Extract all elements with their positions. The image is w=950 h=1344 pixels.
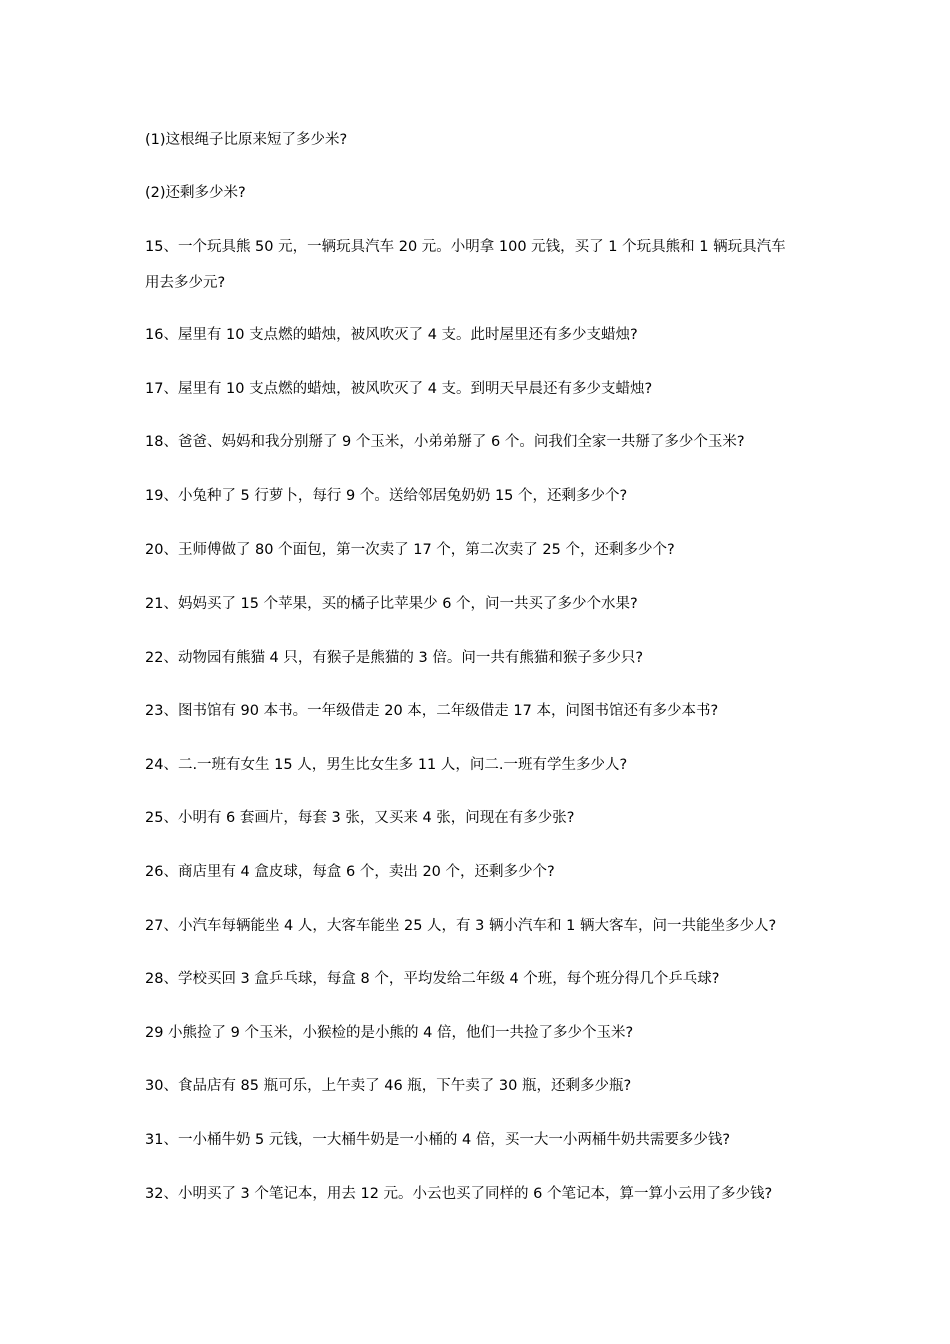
question-line: (2)还剩多少米? — [145, 185, 246, 201]
question-line: (1)这根绳子比原来短了多少米? — [145, 132, 348, 148]
question-line: 25、小明有 6 套画片，每套 3 张，又买来 4 张，问现在有多少张? — [145, 810, 575, 826]
question-line: 22、动物园有熊猫 4 只，有猴子是熊猫的 3 倍。问一共有熊猫和猴子多少只? — [145, 650, 644, 666]
question-line: 23、图书馆有 90 本书。一年级借走 20 本，二年级借走 17 本，问图书馆还有多少本书? — [145, 703, 719, 719]
question-line: 31、一小桶牛奶 5 元钱，一大桶牛奶是一小桶的 4 倍，买一大一小两桶牛奶共需要多少钱? — [145, 1132, 731, 1148]
question-line: 18、爸爸、妈妈和我分别掰了 9 个玉米，小弟弟掰了 6 个。问我们全家一共掰了多少个玉米? — [145, 434, 745, 450]
question-line: 30、食品店有 85 瓶可乐，上午卖了 46 瓶，下午卖了 30 瓶，还剩多少瓶? — [145, 1078, 632, 1094]
question-line: 21、妈妈买了 15 个苹果，买的橘子比苹果少 6 个，问一共买了多少个水果? — [145, 596, 638, 612]
question-line: 19、小兔种了 5 行萝卜，每行 9 个。送给邻居兔奶奶 15 个，还剩多少个? — [145, 488, 628, 504]
question-line: 用去多少元? — [145, 275, 226, 291]
question-line: 32、小明买了 3 个笔记本，用去 12 元。小云也买了同样的 6 个笔记本，算一算小云用了多少钱? — [145, 1186, 773, 1202]
question-line: 24、二.一班有女生 15 人，男生比女生多 11 人，问二.一班有学生多少人? — [145, 757, 628, 773]
question-line: 15、一个玩具熊 50 元，一辆玩具汽车 20 元。小明拿 100 元钱，买了 1 个玩具熊和 1 辆玩具汽车 — [145, 239, 786, 255]
question-line: 16、屋里有 10 支点燃的蜡烛，被风吹灭了 4 支。此时屋里还有多少支蜡烛? — [145, 327, 638, 343]
question-line: 20、王师傅做了 80 个面包，第一次卖了 17 个，第二次卖了 25 个，还剩多少个? — [145, 542, 675, 558]
question-line: 28、学校买回 3 盒乒乓球，每盒 8 个，平均发给二年级 4 个班，每个班分得几个乒乓球? — [145, 971, 720, 987]
question-line: 26、商店里有 4 盒皮球，每盒 6 个，卖出 20 个，还剩多少个? — [145, 864, 555, 880]
question-line: 29 小熊捡了 9 个玉米，小猴检的是小熊的 4 倍，他们一共捡了多少个玉米? — [145, 1025, 634, 1041]
question-line: 17、屋里有 10 支点燃的蜡烛，被风吹灭了 4 支。到明天早晨还有多少支蜡烛? — [145, 381, 653, 397]
question-line: 27、小汽车每辆能坐 4 人，大客车能坐 25 人，有 3 辆小汽车和 1 辆大客车，问一共能坐多少人? — [145, 918, 777, 934]
